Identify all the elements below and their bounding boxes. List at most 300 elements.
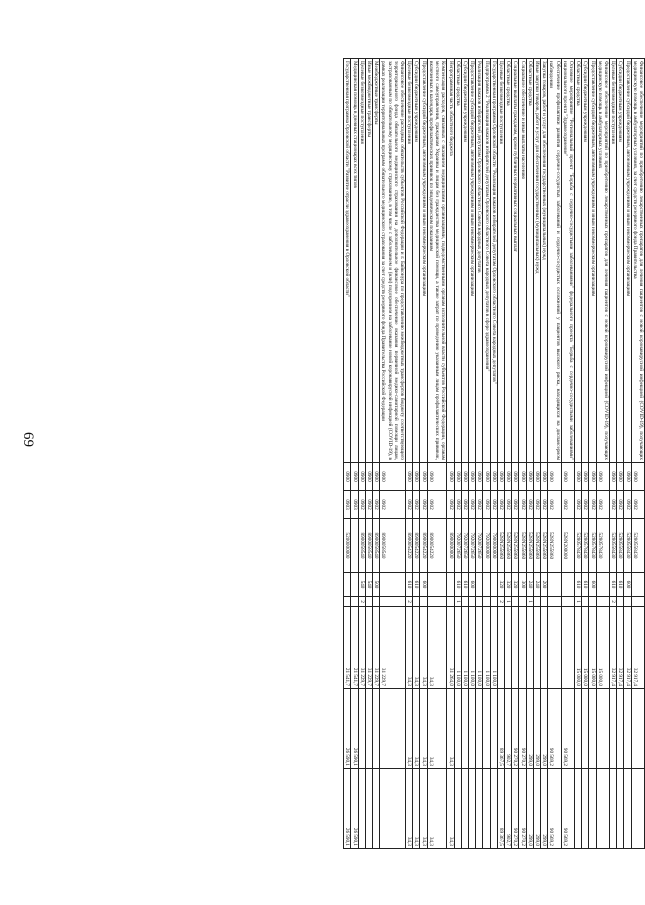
target-article-code: 5280578430 [589, 519, 596, 573]
source-code [589, 597, 596, 607]
row-name: Реализация наказов избирателей депутатам Орловского областного Совета народных депутатов [476, 59, 483, 463]
section-code: 0902 [454, 491, 461, 519]
amount-col-1: 1 100,0 [483, 607, 490, 689]
expense-type-code: 200 [540, 573, 547, 597]
table-row [589, 59, 596, 849]
row-name: Субсидии бюджетным учреждениям [582, 59, 589, 463]
source-code [461, 597, 468, 607]
target-article-code: 528N255860 [548, 519, 561, 573]
amount-col-3 [574, 769, 581, 849]
expense-type-code: 540 [358, 573, 365, 597]
amount-col-3 [461, 769, 468, 849]
admin-code: 0900 [406, 463, 413, 491]
source-code [476, 597, 483, 607]
amount-col-1 [504, 607, 511, 689]
expense-type-code: 540 [365, 573, 372, 597]
source-code [483, 597, 490, 607]
section-code: 0902 [447, 491, 454, 519]
table-row [548, 59, 561, 849]
expense-type-code: 600 [624, 573, 631, 597]
amount-col-2: 34,3 [406, 689, 413, 769]
section-code: 0902 [476, 491, 483, 519]
table-row [512, 59, 519, 849]
amount-col-3 [476, 769, 483, 849]
row-name: Целевые безвозмездные поступления [497, 59, 504, 463]
source-code: 1 [526, 597, 533, 607]
section-code: 0902 [468, 491, 475, 519]
expense-type-code [476, 573, 483, 597]
row-name: Финансовое обеспечение мероприятий по приобретению лекарственных препаратов для лечения пациентов с новой коронавирусной инфекцией (COVID-19), получающих медицинскую помощь в амбулаторных условиях, за счет средств резервного фонда Правительства [631, 59, 644, 463]
source-code [427, 597, 447, 607]
amount-col-2 [476, 689, 483, 769]
table-row [540, 59, 547, 849]
admin-code: 0900 [561, 463, 574, 491]
section-code: 0902 [609, 491, 616, 519]
amount-col-2 [574, 689, 581, 769]
section-code: 0902 [406, 491, 413, 519]
amount-col-1 [533, 607, 540, 689]
target-article-code: 5280578430 [582, 519, 589, 573]
source-code [365, 597, 372, 607]
amount-col-3: 90 569,2 [561, 769, 574, 849]
section-code: 0902 [574, 491, 581, 519]
admin-code: 0900 [483, 463, 490, 491]
expense-type-code: 600 [589, 573, 596, 597]
table-row [351, 59, 358, 849]
amount-col-3 [483, 769, 490, 849]
source-code: 1 [504, 597, 511, 607]
admin-code: 0900 [344, 463, 351, 491]
section-code: 0902 [373, 491, 380, 519]
target-article-code: 528N255860 [526, 519, 533, 573]
admin-code: 0900 [624, 463, 631, 491]
amount-col-3: 90 270,2 [519, 769, 526, 849]
target-article-code: 8900054220 [406, 519, 413, 573]
target-article-code: 7920000000 [483, 519, 490, 573]
target-article-code: 7920072650 [454, 519, 461, 573]
row-name: Закупка товаров, работ и услуг для обеспечения государственных (муниципальных) нужд [540, 59, 547, 463]
amount-col-3 [609, 769, 616, 849]
target-article-code: 528N255860 [497, 519, 504, 573]
row-name: Непрограммная часть областного бюджета [447, 59, 454, 463]
section-code: 0902 [413, 491, 420, 519]
section-code: 0902 [380, 491, 406, 519]
section-code: 0903 [344, 491, 351, 519]
row-name: Субсидии бюджетным учреждениям [461, 59, 468, 463]
expense-type-code: 610 [461, 573, 468, 597]
amount-col-2: 90 569,2 [561, 689, 574, 769]
section-code: 0902 [533, 491, 540, 519]
row-name: Предоставление субсидий бюджетным, автономным учреждениям и иным некоммерческим организациям [420, 59, 427, 463]
amount-col-1: 1 100,0 [454, 607, 461, 689]
amount-col-2 [483, 689, 490, 769]
amount-col-3 [617, 769, 624, 849]
section-code: 0902 [365, 491, 372, 519]
amount-col-1 [540, 607, 547, 689]
amount-col-3 [490, 769, 497, 849]
table-row [574, 59, 581, 849]
section-code: 0902 [461, 491, 468, 519]
row-name: Предоставление субсидий бюджетным, автономным учреждениям и иным некоммерческим организациям [589, 59, 596, 463]
table-row [420, 59, 427, 849]
amount-col-2: 26 590,1 [351, 689, 358, 769]
source-code [548, 597, 561, 607]
expense-type-code: 610 [582, 573, 589, 597]
row-name: Финансовое обеспечение мероприятий по приобретению лекарственных препаратов для лечения пациентов с новой коронавирусной инфекцией (COVID-19), получающих медицинскую помощь в амбулаторных условиях [596, 59, 609, 463]
amount-col-1: 31 229,7 [365, 607, 372, 689]
admin-code: 0900 [365, 463, 372, 491]
table-row [497, 59, 504, 849]
amount-col-2: 89 367,5 [497, 689, 504, 769]
amount-col-3: 90 569,2 [548, 769, 561, 849]
amount-col-1: 31 229,7 [380, 607, 406, 689]
amount-col-2 [609, 689, 616, 769]
amount-col-1: 34,3 [413, 607, 420, 689]
amount-col-2 [617, 689, 624, 769]
admin-code: 0900 [609, 463, 616, 491]
target-article-code: 5280578430 [596, 519, 609, 573]
amount-col-2 [380, 689, 406, 769]
source-code: 2 [609, 597, 616, 607]
target-article-code: 8900054220 [427, 519, 447, 573]
section-code: 0902 [548, 491, 561, 519]
target-article-code: 528N255860 [512, 519, 519, 573]
amount-col-1: 15 000,0 [589, 607, 596, 689]
expense-type-code [631, 573, 644, 597]
source-code [413, 597, 420, 607]
amount-col-3 [358, 769, 365, 849]
source-code [420, 597, 427, 607]
amount-col-2: 34,3 [427, 689, 447, 769]
source-code: 1 [454, 597, 461, 607]
source-code: 2 [406, 597, 413, 607]
source-code: 2 [497, 597, 504, 607]
target-article-code: 5280558430 [617, 519, 624, 573]
amount-col-2: 299,0 [540, 689, 547, 769]
admin-code: 0900 [373, 463, 380, 491]
amount-col-2: 34,3 [413, 689, 420, 769]
amount-col-2 [589, 689, 596, 769]
section-code: 0903 [351, 491, 358, 519]
table-body [344, 59, 645, 849]
admin-code: 0900 [574, 463, 581, 491]
amount-col-3 [596, 769, 609, 849]
amount-col-1 [561, 607, 574, 689]
target-article-code: 8900058540 [380, 519, 406, 573]
amount-col-1: 34,3 [427, 607, 447, 689]
table-row [631, 59, 644, 849]
amount-col-3: 299,0 [540, 769, 547, 849]
row-name: Целевые безвозмездные поступления [609, 59, 616, 463]
target-article-code: 8900000000 [447, 519, 454, 573]
amount-col-3 [624, 769, 631, 849]
target-article-code: 8900058540 [358, 519, 365, 573]
expense-type-code [483, 573, 490, 597]
amount-col-2: 90 569,2 [548, 689, 561, 769]
section-code: 0902 [631, 491, 644, 519]
amount-col-3: 26 590,1 [344, 769, 351, 849]
amount-col-1: 31 229,7 [373, 607, 380, 689]
target-article-code: 528N200000 [561, 519, 574, 573]
expense-type-code: 600 [468, 573, 475, 597]
amount-col-1 [512, 607, 519, 689]
amount-col-3: 26 590,1 [351, 769, 358, 849]
amount-col-2 [490, 689, 497, 769]
section-code: 0902 [540, 491, 547, 519]
amount-col-1: 1 100,0 [490, 607, 497, 689]
section-code: 0902 [490, 491, 497, 519]
section-code: 0902 [512, 491, 519, 519]
amount-col-3: 90 270,2 [512, 769, 519, 849]
table-row [533, 59, 540, 849]
source-code [490, 597, 497, 607]
table-row [624, 59, 631, 849]
expense-type-code: 320 [504, 573, 511, 597]
admin-code: 0900 [358, 463, 365, 491]
section-code: 0902 [561, 491, 574, 519]
table-row [373, 59, 380, 849]
amount-col-1: 1 100,0 [468, 607, 475, 689]
row-name: Субсидии бюджетным учреждениям [617, 59, 624, 463]
source-code [380, 597, 406, 607]
admin-code: 0900 [589, 463, 596, 491]
amount-col-3: 34,3 [447, 769, 454, 849]
expense-type-code: 320 [497, 573, 504, 597]
source-code [624, 597, 631, 607]
row-name: Государственная программа Орловской области "Развитие отрасли здравоохранения в Орловской области" [344, 59, 351, 463]
source-code [344, 597, 351, 607]
target-article-code: 528N255860 [540, 519, 547, 573]
table-row [483, 59, 490, 849]
amount-col-1: 31 264,0 [447, 607, 454, 689]
budget-table [343, 58, 645, 849]
row-name: Подпрограмма 2 "Реализация наказов избирателей депутатам Орловского областного Совета народных депутатов в сфере здравоохранения" [483, 59, 490, 463]
target-article-code [351, 519, 358, 573]
target-article-code: 5280558430 [631, 519, 644, 573]
table-row [504, 59, 511, 849]
source-code [512, 597, 519, 607]
table-row [365, 59, 372, 849]
section-code: 0902 [420, 491, 427, 519]
amount-col-3: 34,3 [420, 769, 427, 849]
amount-col-2 [365, 689, 372, 769]
table-row [609, 59, 616, 849]
row-name: Целевые безвозмездные поступления [406, 59, 413, 463]
target-article-code: 8900054220 [420, 519, 427, 573]
expense-type-code: 610 [574, 573, 581, 597]
source-code [468, 597, 475, 607]
amount-col-3: 34,3 [427, 769, 447, 849]
source-code: 2 [358, 597, 365, 607]
row-name: Социальное обеспечение и иные выплаты населению [519, 59, 526, 463]
expense-type-code [596, 573, 609, 597]
amount-col-1: 1 100,0 [461, 607, 468, 689]
table-row [617, 59, 624, 849]
source-code [631, 597, 644, 607]
amount-col-1: 21 541,7 [351, 607, 358, 689]
amount-col-1: 15 000,0 [582, 607, 589, 689]
source-code [533, 597, 540, 607]
row-name: Медицинская помощь в дневных стационарах всех типов [351, 59, 358, 463]
amount-col-1: 32 917,4 [609, 607, 616, 689]
amount-col-3: 299,0 [526, 769, 533, 849]
admin-code: 0900 [468, 463, 475, 491]
table-row [561, 59, 574, 849]
amount-col-2 [461, 689, 468, 769]
section-code: 0902 [582, 491, 589, 519]
target-article-code: 8900054220 [413, 519, 420, 573]
amount-col-3: 299,0 [533, 769, 540, 849]
amount-col-3 [631, 769, 644, 849]
amount-col-2: 90 270,2 [519, 689, 526, 769]
admin-code: 0900 [490, 463, 497, 491]
admin-code: 0900 [526, 463, 533, 491]
admin-code: 0900 [596, 463, 609, 491]
target-article-code: 8900058540 [373, 519, 380, 573]
amount-col-1: 1 100,0 [476, 607, 483, 689]
section-code: 0902 [427, 491, 447, 519]
row-name: Областные средства [454, 59, 461, 463]
admin-code: 0900 [519, 463, 526, 491]
source-code [561, 597, 574, 607]
amount-col-3 [373, 769, 380, 849]
target-article-code: 5200000000 [344, 519, 351, 573]
table-row [526, 59, 533, 849]
amount-col-1: 34,3 [420, 607, 427, 689]
source-code [519, 597, 526, 607]
source-code: 1 [574, 597, 581, 607]
amount-col-1 [497, 607, 504, 689]
admin-code: 0900 [504, 463, 511, 491]
section-code: 0902 [497, 491, 504, 519]
expense-type-code [427, 573, 447, 597]
amount-col-3 [582, 769, 589, 849]
amount-col-1: 15 000,0 [574, 607, 581, 689]
table-row [380, 59, 406, 849]
admin-code: 0900 [351, 463, 358, 491]
row-name: Предоставление субсидий бюджетным, автономным учреждениям и иным некоммерческим организациям [624, 59, 631, 463]
amount-col-2: 299,0 [533, 689, 540, 769]
row-name: Финансовое обеспечение расходных обязательств субъектов Российской Федерации и г. Байконура по предоставлению межбюджетных трансфертов бюджету соответствующего территориального фонда обязательного медицинского страхования на дополнительное финансовое обеспечение оказания первичной медико-санитарной помощи лицам, застрахованным по обязательному медицинскому страхованию, в том числе с заболеванием и (или) подозрением на заболевание новой коронавирусной инфекцией (COVID-19), в рамках реализации территориальных программ обязательного медицинского страхования за счет средств резервного фонда Правительства Российской Федерации [380, 59, 406, 463]
admin-code: 0900 [413, 463, 420, 491]
table-row [447, 59, 454, 849]
expense-type-code: 610 [406, 573, 413, 597]
row-name: Межбюджетные трансферты [373, 59, 380, 463]
section-code: 0902 [519, 491, 526, 519]
amount-col-2 [454, 689, 461, 769]
table-row [454, 59, 461, 849]
amount-col-1: 31 229,7 [358, 607, 365, 689]
section-code: 0902 [589, 491, 596, 519]
table-row [344, 59, 351, 849]
expense-type-code: 610 [413, 573, 420, 597]
amount-col-1: 32 917,4 [617, 607, 624, 689]
row-name: Иные закупки товаров, работ и услуг для обеспечения государственных (муниципальных) нужд [533, 59, 540, 463]
admin-code: 0900 [497, 463, 504, 491]
table-row [490, 59, 497, 849]
row-name: Областные средства [574, 59, 581, 463]
amount-col-3 [468, 769, 475, 849]
admin-code: 0900 [380, 463, 406, 491]
table-row [461, 59, 468, 849]
expense-type-code: 300 [519, 573, 526, 597]
amount-col-2: 902,7 [504, 689, 511, 769]
table-row [582, 59, 589, 849]
expense-type-code: 610 [454, 573, 461, 597]
row-name: Целевые безвозмездные поступления [358, 59, 365, 463]
source-code [617, 597, 624, 607]
row-name: Областные средства [526, 59, 533, 463]
table-row [406, 59, 413, 849]
table-row [476, 59, 483, 849]
source-code [582, 597, 589, 607]
amount-col-1: 34,3 [406, 607, 413, 689]
section-code: 0902 [504, 491, 511, 519]
amount-col-1 [526, 607, 533, 689]
table-row [519, 59, 526, 849]
admin-code: 0900 [582, 463, 589, 491]
amount-col-2: 299,0 [526, 689, 533, 769]
source-code [447, 597, 454, 607]
amount-col-3 [454, 769, 461, 849]
expense-type-code [561, 573, 574, 597]
amount-col-3: 34,3 [413, 769, 420, 849]
amount-col-2 [631, 689, 644, 769]
amount-col-3: 34,3 [406, 769, 413, 849]
row-name: Социальные выплаты гражданам, кроме публичных нормативных социальных выплат [512, 59, 519, 463]
table-row [468, 59, 475, 849]
expense-type-code [344, 573, 351, 597]
target-article-code: 7920072650 [461, 519, 468, 573]
row-name: Иные межбюджетные трансферты [365, 59, 372, 463]
admin-code: 0900 [617, 463, 624, 491]
expense-type-code: 320 [512, 573, 519, 597]
amount-col-3: 89 367,5 [497, 769, 504, 849]
admin-code: 0900 [631, 463, 644, 491]
target-article-code: 528N255860 [533, 519, 540, 573]
target-article-code: 528N255860 [504, 519, 511, 573]
amount-col-2 [468, 689, 475, 769]
row-name: Субсидии бюджетным учреждениям [413, 59, 420, 463]
amount-col-2 [624, 689, 631, 769]
amount-col-2 [596, 689, 609, 769]
expense-type-code: 610 [617, 573, 624, 597]
expense-type-code: 610 [609, 573, 616, 597]
table-row [413, 59, 420, 849]
source-code [596, 597, 609, 607]
amount-col-2: 34,3 [447, 689, 454, 769]
source-code [540, 597, 547, 607]
source-code [351, 597, 358, 607]
row-name: Основное мероприятие "Региональный проект "Борьба с сердечно-сосудистыми заболеваниями" федерального проекта "Борьба с сердечно-сосудистыми заболеваниями" национального проекта "Здравоохранение" [561, 59, 574, 463]
row-name: Компенсация расходов, связанных с оказанием медицинскими организациями, подведомственными органам исполнительной власти субъектов Российской Федерации, органам местного самоуправления, гражданам Украины и лицам без гражданства медицинской помощи, а также затрат по проведению указанным лицам профилактических прививок, включенных в календарь профилактических прививок по эпидемическим показаниям [427, 59, 447, 463]
admin-code: 0900 [454, 463, 461, 491]
target-article-code: 5280578430 [574, 519, 581, 573]
admin-code: 0900 [548, 463, 561, 491]
amount-col-2: 26 590,1 [344, 689, 351, 769]
expense-type-code [447, 573, 454, 597]
section-code: 0902 [624, 491, 631, 519]
amount-col-2 [358, 689, 365, 769]
target-article-code: 5280558430 [624, 519, 631, 573]
row-name: Обеспечение профилактики развития сердечно-сосудистых заболеваний и сердечно-сосудистых осложнений у пациентов высокого риска, находящихся на диспансерном наблюдении [548, 59, 561, 463]
page-number: 69 [20, 432, 36, 447]
target-article-code: 7920072650 [476, 519, 483, 573]
amount-col-2 [582, 689, 589, 769]
admin-code: 0900 [533, 463, 540, 491]
amount-col-1: 15 000,0 [596, 607, 609, 689]
expense-type-code: 240 [533, 573, 540, 597]
